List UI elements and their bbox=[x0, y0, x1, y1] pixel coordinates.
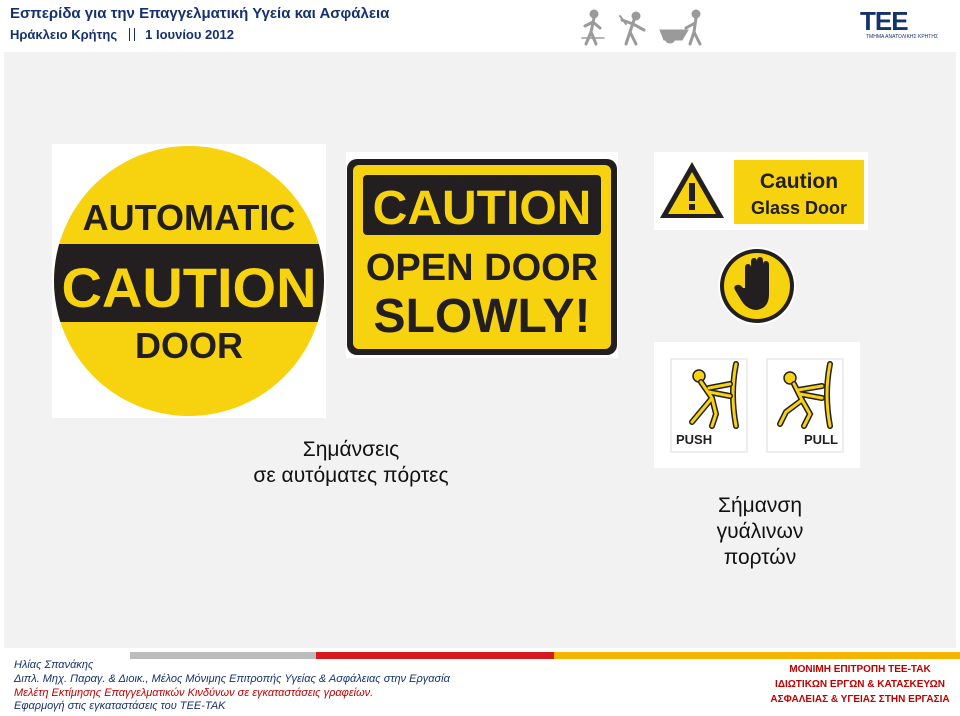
push-pull-signs bbox=[654, 342, 860, 468]
pull-label: PULL bbox=[804, 432, 838, 447]
caption-line: πορτών bbox=[723, 546, 797, 569]
sign-opendoor-line3: SLOWLY! bbox=[373, 290, 591, 343]
footer-study-line1: Μελέτη Εκτίμησης Επαγγελματικών Κινδύνων σε εγκαταστάσεις γραφείων. bbox=[14, 687, 374, 699]
footer-committee-line3: ΑΣΦΑΛΕΙΑΣ & ΥΓΕΙΑΣ ΣΤΗΝ ΕΡΓΑΣΙΑ bbox=[770, 694, 950, 705]
footer-bar-red bbox=[316, 652, 554, 659]
caption-glass-doors bbox=[670, 493, 850, 571]
separator bbox=[129, 28, 135, 41]
sign-opendoor-line2: OPEN DOOR bbox=[365, 247, 599, 289]
sign-glass-line1: Caution bbox=[759, 170, 839, 193]
footer-committee-line2: ΙΔΙΩΤΙΚΩΝ ΕΡΓΩΝ & ΚΑΤΑΣΚΕΥΩΝ bbox=[775, 679, 945, 690]
tee-logo-subtitle: ΤΜΗΜΑ ΑΝΑΤΟΛΙΚΗΣ ΚΡΗΤΗΣ bbox=[866, 34, 939, 40]
footer-committee-line1: ΜΟΝΙΜΗ ΕΠΙΤΡΟΠΗ ΤΕΕ-ΤΑΚ bbox=[789, 664, 931, 675]
sign-glass-line2: Glass Door bbox=[750, 198, 848, 218]
sign-opendoor-line1: CAUTION bbox=[372, 182, 592, 235]
footer-bar-yellow bbox=[554, 652, 960, 659]
caption-line: γυάλινων bbox=[716, 520, 804, 543]
caption-automatic-doors bbox=[206, 437, 496, 489]
workers-icon bbox=[578, 8, 723, 48]
footer-role: Διπλ. Μηχ. Παραγ. & Διοικ., Μέλος Μόνιμης Επιτροπής Υγείας & Ασφάλειας στην Εργασία bbox=[14, 673, 450, 685]
sign-automatic-line1: AUTOMATIC bbox=[82, 197, 296, 238]
sign-automatic-line2: CAUTION bbox=[61, 256, 317, 319]
automatic-caution-door-sign bbox=[52, 144, 326, 418]
event-subtitle bbox=[10, 27, 234, 42]
event-date: 1 Ιουνίου 2012 bbox=[145, 27, 234, 42]
footer-author: Ηλίας Σπανάκης bbox=[14, 659, 94, 671]
slide-header bbox=[0, 0, 960, 50]
caption-line: Σημάνσεις bbox=[302, 438, 400, 461]
footer-bar-gray bbox=[130, 652, 316, 659]
caption-line: σε αυτόματες πόρτες bbox=[253, 464, 449, 487]
event-title: Εσπερίδα για την Επαγγελματική Υγεία και Ασφάλεια bbox=[10, 5, 390, 22]
slide-footer bbox=[0, 648, 960, 716]
caption-line: Σήμανση bbox=[717, 494, 803, 517]
push-label: PUSH bbox=[676, 432, 713, 447]
sign-automatic-line3: DOOR bbox=[135, 325, 243, 366]
footer-study-line2: Εφαρμογή στις εγκαταστάσεις του ΤΕΕ-ΤΑΚ bbox=[14, 700, 226, 712]
open-door-slowly-sign bbox=[346, 152, 618, 358]
warning-triangle-icon bbox=[660, 162, 724, 218]
caution-glass-door-sign bbox=[654, 152, 868, 230]
hand-stop-icon bbox=[717, 246, 797, 326]
event-location: Ηράκλειο Κρήτης bbox=[10, 27, 118, 42]
tee-logo bbox=[860, 6, 955, 46]
tee-logo-letters: TEE bbox=[860, 6, 908, 36]
